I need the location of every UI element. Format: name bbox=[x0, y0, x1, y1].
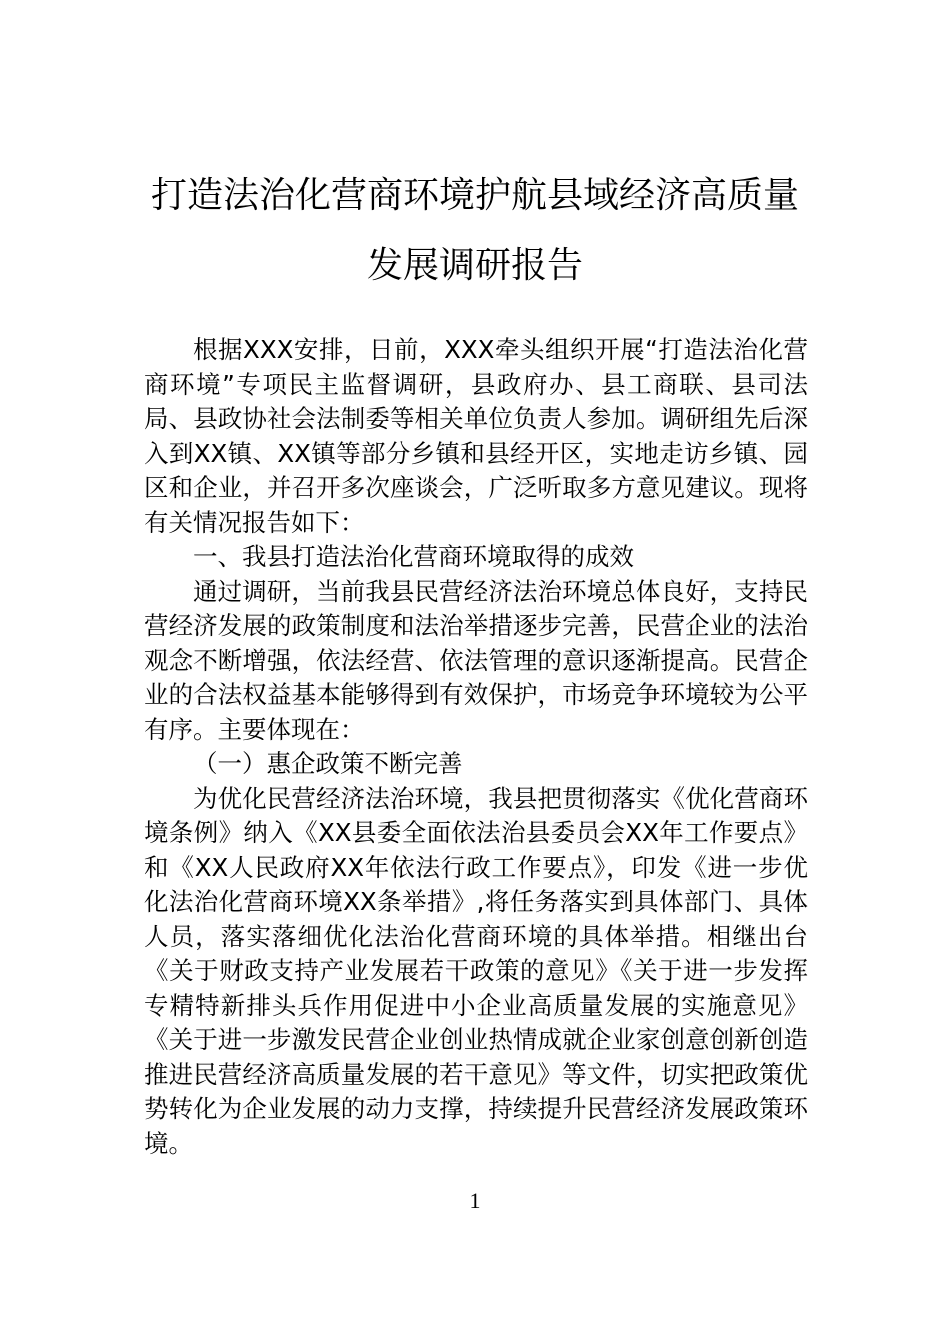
document-title-line-2: 发展调研报告 bbox=[366, 245, 583, 286]
document-body bbox=[144, 333, 808, 1161]
document-title-line-1: 打造法治化营商环境护航县域经济高质量 bbox=[150, 175, 799, 216]
page-number: 1 bbox=[469, 1188, 481, 1213]
section-heading-1: 一、我县打造法治化营商环境取得的成效 bbox=[193, 542, 634, 571]
paragraph-intro: 根据XXX安排，日前，XXX牵头组织开展“打造法治化营商环境”专项民主监督调研，县政府办、县工商联、县司法局、县政协社会法制委等相关单位负责人参加。调研组先后深入到XX镇、XX镇等部分乡镇和县经开区，实地走访乡镇、园区和企业，并召开多次座谈会，广泛听取多方意见建议。现将有关情况报告如下： bbox=[144, 335, 808, 537]
paragraph-overview: 通过调研，当前我县民营经济法治环境总体良好，支持民营经济发展的政策制度和法治举措逐步完善，民营企业的法治观念不断增强，依法经营、依法管理的意识逐渐提高。民营企业的合法权益基本能够得到有效保护，市场竞争环境较为公平有序。主要体现在： bbox=[144, 576, 808, 744]
subsection-heading-1: （一）惠企政策不断完善 bbox=[193, 749, 463, 778]
paragraph-policy: 为优化民营经济法治环境，我县把贯彻落实《优化营商环境条例》纳入《XX县委全面依法治县委员会XX年工作要点》和《XX人民政府XX年依法行政工作要点》，印发《进一步优化法治化营商环境XX条举措》,将任务落实到具体部门、具体人员，落实落细优化法治化营商环境的具体举措。相继出台《关于财政支持产业发展若干政策的意见》《关于进一步发挥专精特新排头兵作用促进中小企业高质量发展的实施意见》《关于进一步激发民营企业创业热情成就企业家创意创新创造推进民营经济高质量发展的若干意见》等文件，切实把政策优势转化为企业发展的动力支撑，持续提升民营经济发展政策环境。 bbox=[144, 783, 808, 1158]
